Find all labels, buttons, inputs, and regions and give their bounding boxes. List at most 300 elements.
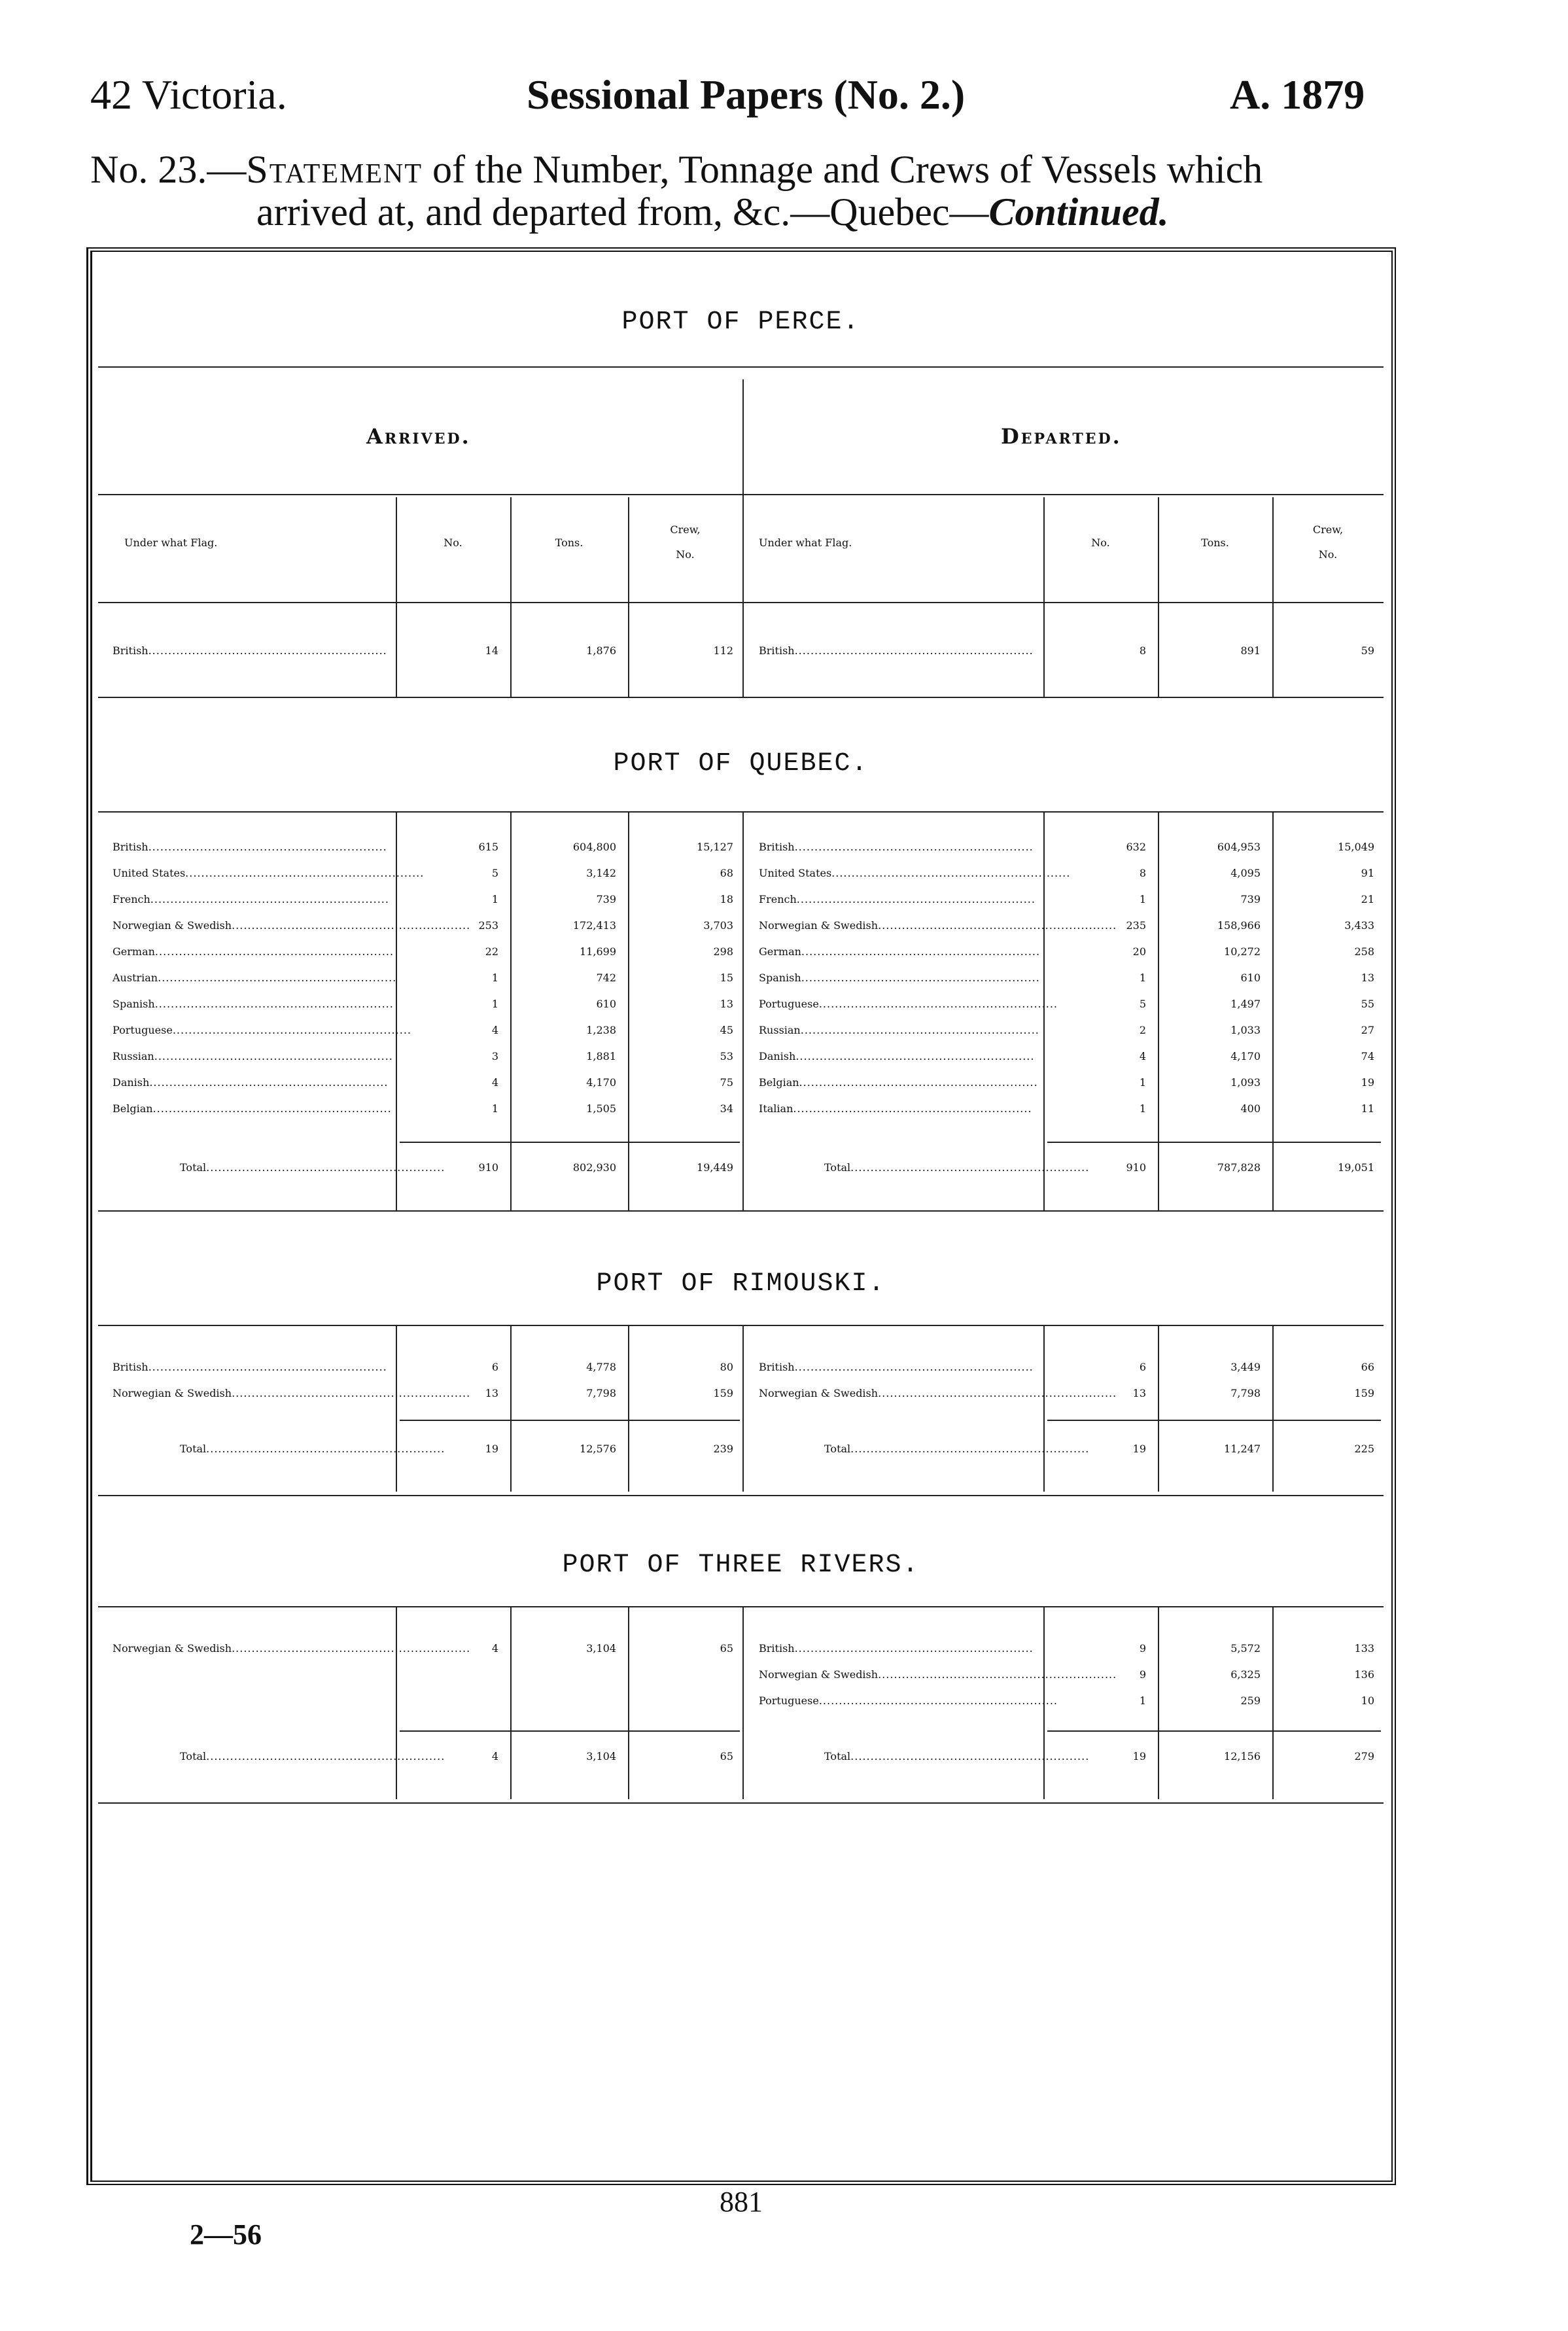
leader-dots: ............................................................ — [154, 945, 394, 958]
arrived-heading: Arrived. — [366, 424, 471, 449]
quebec-departed-crew: 91 — [1361, 867, 1374, 879]
leader-dots: ............................................................ — [795, 1050, 1035, 1062]
column-header-flag-departed: Under what Flag. — [759, 536, 852, 549]
three-rivers-arrived-total-label — [180, 1744, 445, 1770]
quebec-arrived-flag — [113, 1043, 393, 1070]
quebec-arrived-no: 22 — [485, 945, 498, 958]
flag-name: Portuguese — [759, 1694, 819, 1707]
quebec-departed-flag — [759, 965, 1041, 991]
quebec-departed-crew: 258 — [1354, 945, 1374, 958]
column-header-crew-departed: Crew, — [1312, 523, 1344, 536]
flag-name: United States — [759, 867, 832, 879]
leader-dots: ............................................................ — [794, 841, 1034, 853]
quebec-arrived-crew: 53 — [720, 1050, 733, 1062]
three-rivers-departed-no: 1 — [1139, 1694, 1146, 1707]
departed-heading: Departed. — [1001, 424, 1122, 449]
quebec-arrived-flag — [113, 860, 425, 886]
flag-name: British — [759, 1642, 795, 1655]
three-rivers-departed-tons: 5,572 — [1230, 1642, 1261, 1655]
leader-dots: ............................................................ — [206, 1750, 445, 1762]
flag-name: Total — [180, 1161, 207, 1174]
column-rule — [396, 1325, 397, 1492]
leader-dots: ............................................................ — [794, 1642, 1034, 1655]
leader-dots: ............................................................ — [185, 867, 425, 879]
quebec-departed-no: 235 — [1126, 919, 1146, 932]
leader-dots: ............................................................ — [148, 841, 387, 853]
three-rivers-departed-crew: 10 — [1361, 1694, 1374, 1707]
leader-dots: ............................................................ — [150, 893, 389, 905]
rimouski-arrived-tons: 4,778 — [586, 1361, 616, 1373]
rule-line — [98, 1802, 1384, 1804]
quebec-arrived-flag — [113, 965, 397, 991]
quebec-arrived-tons: 1,505 — [586, 1102, 616, 1115]
flag-name: French — [113, 893, 150, 905]
leader-dots: ............................................................ — [850, 1750, 1090, 1762]
rule-line — [98, 1325, 1384, 1326]
column-rule — [1272, 1606, 1274, 1799]
quebec-arrived-no: 253 — [478, 919, 498, 932]
column-rule — [1043, 1606, 1045, 1799]
rule-line — [98, 811, 1384, 813]
leader-dots: ............................................................ — [158, 972, 397, 984]
quebec-departed-no: 1 — [1139, 893, 1146, 905]
three-rivers-departed-flag — [759, 1636, 1041, 1662]
flag-name: Portuguese — [113, 1024, 173, 1036]
column-rule — [396, 1606, 397, 1799]
quebec-arrived-flag — [113, 991, 393, 1017]
quebec-arrived-crew: 45 — [720, 1024, 733, 1036]
leader-dots: ............................................................ — [794, 644, 1034, 657]
leader-dots: ............................................................ — [796, 893, 1036, 905]
three-rivers-departed-no: 9 — [1139, 1668, 1146, 1681]
flag-name: German — [759, 945, 801, 958]
quebec-departed-crew: 74 — [1361, 1050, 1374, 1062]
flag-name: Norwegian & Swedish — [113, 1387, 232, 1399]
quebec-departed-tons: 1,497 — [1230, 998, 1261, 1010]
flag-name: British — [759, 644, 795, 657]
flag-name: Belgian — [113, 1102, 153, 1115]
flag-name: Danish — [759, 1050, 796, 1062]
quebec-arrived-flag — [113, 886, 393, 913]
flag-name: Spanish — [113, 998, 155, 1010]
rule-line — [98, 1495, 1384, 1496]
perce-arrived-tons: 1,876 — [586, 644, 616, 657]
quebec-departed-crew: 19 — [1361, 1076, 1374, 1089]
flag-name: Total — [180, 1443, 207, 1455]
perce-departed-tons: 891 — [1240, 644, 1261, 657]
quebec-arrived-crew: 15,127 — [697, 841, 733, 853]
leader-dots: ............................................................ — [850, 1443, 1090, 1455]
three-rivers-departed-no: 9 — [1139, 1642, 1146, 1655]
three-rivers-arrived-total-tons: 3,104 — [586, 1750, 616, 1762]
column-rule — [628, 1325, 629, 1492]
title-line2-main: arrived at, and departed from, &c.—Quebec— — [256, 190, 989, 234]
port-perce-title: PORT OF PERCE. — [621, 307, 860, 337]
column-rule — [628, 811, 629, 1210]
rimouski-departed-flag — [759, 1380, 1117, 1407]
title-prefix: No. 23.— — [90, 148, 247, 191]
rimouski-departed-total-tons: 11,247 — [1224, 1443, 1261, 1455]
quebec-departed-flag — [759, 886, 1041, 913]
column-rule — [1272, 497, 1274, 697]
quebec-arrived-total-no: 910 — [478, 1161, 498, 1174]
flag-name: Norwegian & Swedish — [759, 1387, 879, 1399]
quebec-arrived-flag — [113, 834, 393, 860]
column-rule — [742, 497, 744, 697]
leader-dots: ............................................................ — [206, 1161, 445, 1174]
quebec-arrived-tons: 739 — [596, 893, 616, 905]
flag-name: Portuguese — [759, 998, 819, 1010]
quebec-departed-crew: 15,049 — [1338, 841, 1374, 853]
quebec-arrived-crew: 68 — [720, 867, 733, 879]
column-rule — [1043, 497, 1045, 697]
rimouski-departed-no: 6 — [1139, 1361, 1146, 1373]
leader-dots: ............................................................ — [206, 1443, 445, 1455]
quebec-departed-flag — [759, 1096, 1041, 1122]
flag-name: Danish — [113, 1076, 150, 1089]
three-rivers-arrived-total-crew: 65 — [720, 1750, 733, 1762]
rimouski-arrived-tons: 7,798 — [586, 1387, 616, 1399]
quebec-arrived-tons: 604,800 — [572, 841, 616, 853]
column-rule — [1158, 1606, 1159, 1799]
column-header-flag-arrived: Under what Flag. — [124, 536, 218, 549]
quebec-arrived-tons: 742 — [596, 972, 616, 984]
perce-departed-no: 8 — [1139, 644, 1146, 657]
column-rule — [396, 811, 397, 1210]
column-header-tons-departed: Tons. — [1201, 536, 1229, 549]
quebec-departed-no: 1 — [1139, 1102, 1146, 1115]
leader-dots: ............................................................ — [232, 1642, 471, 1655]
quebec-departed-no: 8 — [1139, 867, 1146, 879]
three-rivers-departed-total-crew: 279 — [1354, 1750, 1374, 1762]
quebec-departed-total-label — [824, 1155, 1090, 1181]
quebec-departed-no: 632 — [1126, 841, 1146, 853]
column-rule — [1272, 811, 1274, 1210]
quebec-departed-tons: 400 — [1240, 1102, 1261, 1115]
three-rivers-arrived-no: 4 — [491, 1642, 498, 1655]
perce-departed-flag — [759, 638, 1041, 664]
leader-dots: ............................................................ — [878, 919, 1117, 932]
column-rule — [628, 497, 629, 697]
leader-dots: ............................................................ — [148, 1361, 387, 1373]
flag-name: Norwegian & Swedish — [113, 919, 232, 932]
leader-dots: ............................................................ — [148, 644, 387, 657]
three-rivers-departed-crew: 133 — [1354, 1642, 1374, 1655]
rimouski-arrived-total-tons: 12,576 — [580, 1443, 616, 1455]
quebec-arrived-crew: 298 — [713, 945, 733, 958]
quebec-departed-flag — [759, 1043, 1041, 1070]
total-rule-departed — [1047, 1142, 1381, 1143]
three-rivers-arrived-tons: 3,104 — [586, 1642, 616, 1655]
column-header-crew-no-arrived: No. — [676, 548, 695, 561]
quebec-arrived-crew: 18 — [720, 893, 733, 905]
title-line1-rest: of the Number, Tonnage and Crews of Vessels which — [422, 148, 1263, 191]
leader-dots: ............................................................ — [850, 1161, 1090, 1174]
header-sessional-papers: Sessional Papers (No. 2.) — [527, 71, 966, 118]
rimouski-departed-crew: 159 — [1354, 1387, 1374, 1399]
column-rule — [510, 1606, 512, 1799]
flag-name: German — [113, 945, 155, 958]
quebec-departed-flag — [759, 991, 1058, 1017]
flag-name: British — [113, 841, 148, 853]
page-number: 881 — [720, 2186, 763, 2218]
port-three-rivers-title: PORT OF THREE RIVERS. — [562, 1551, 920, 1580]
three-rivers-departed-total-no: 19 — [1132, 1750, 1146, 1762]
quebec-departed-no: 1 — [1139, 1076, 1146, 1089]
three-rivers-departed-total-tons: 12,156 — [1224, 1750, 1261, 1762]
flag-name: Russian — [759, 1024, 801, 1036]
quebec-arrived-no: 1 — [491, 1102, 498, 1115]
column-rule — [742, 1606, 744, 1799]
three-rivers-departed-tons: 259 — [1240, 1694, 1261, 1707]
column-header-tons-arrived: Tons. — [555, 536, 584, 549]
quebec-arrived-no: 4 — [491, 1076, 498, 1089]
leader-dots: ............................................................ — [232, 1387, 471, 1399]
quebec-arrived-crew: 3,703 — [703, 919, 733, 932]
total-rule-arrived — [400, 1420, 740, 1421]
quebec-arrived-total-tons: 802,930 — [572, 1161, 616, 1174]
leader-dots: ............................................................ — [794, 1361, 1034, 1373]
column-rule — [1043, 1325, 1045, 1492]
rimouski-departed-tons: 3,449 — [1230, 1361, 1261, 1373]
column-rule — [1158, 1325, 1159, 1492]
quebec-departed-no: 20 — [1132, 945, 1146, 958]
title-continued: Continued. — [988, 190, 1169, 234]
rimouski-departed-crew: 66 — [1361, 1361, 1374, 1373]
three-rivers-departed-total-label — [824, 1744, 1090, 1770]
flag-name: United States — [113, 867, 186, 879]
total-rule-departed — [1047, 1730, 1381, 1732]
rimouski-arrived-flag — [113, 1380, 471, 1407]
sheet-code: 2—56 — [190, 2218, 262, 2251]
leader-dots: ............................................................ — [818, 1694, 1058, 1707]
quebec-departed-tons: 610 — [1240, 972, 1261, 984]
quebec-arrived-flag — [113, 1070, 393, 1096]
perce-arrived-flag — [113, 638, 393, 664]
leader-dots: ............................................................ — [801, 945, 1041, 958]
quebec-departed-tons: 1,033 — [1230, 1024, 1261, 1036]
flag-name: Spanish — [759, 972, 801, 984]
perce-arrived-no: 14 — [485, 644, 498, 657]
flag-name: Russian — [113, 1050, 154, 1062]
rimouski-arrived-no: 6 — [491, 1361, 498, 1373]
three-rivers-departed-flag — [759, 1662, 1117, 1688]
quebec-arrived-tons: 3,142 — [586, 867, 616, 879]
flag-name: British — [113, 644, 148, 657]
rimouski-arrived-crew: 80 — [720, 1361, 733, 1373]
rimouski-departed-flag — [759, 1354, 1041, 1380]
column-rule — [510, 1325, 512, 1492]
flag-name: Total — [824, 1161, 851, 1174]
leader-dots: ............................................................ — [801, 972, 1040, 984]
quebec-departed-flag — [759, 860, 1071, 886]
three-rivers-departed-tons: 6,325 — [1230, 1668, 1261, 1681]
quebec-departed-no: 1 — [1139, 972, 1146, 984]
flag-name: Total — [824, 1443, 851, 1455]
quebec-arrived-no: 1 — [491, 972, 498, 984]
quebec-departed-flag — [759, 1017, 1041, 1043]
rule-line — [98, 1606, 1384, 1607]
rimouski-arrived-total-no: 19 — [485, 1443, 498, 1455]
rimouski-arrived-flag — [113, 1354, 393, 1380]
flag-name: British — [759, 841, 795, 853]
total-rule-departed — [1047, 1420, 1381, 1421]
quebec-departed-no: 4 — [1139, 1050, 1146, 1062]
column-rule — [510, 497, 512, 697]
quebec-arrived-crew: 13 — [720, 998, 733, 1010]
flag-name: Total — [180, 1750, 207, 1762]
leader-dots: ............................................................ — [793, 1102, 1032, 1115]
quebec-arrived-no: 1 — [491, 893, 498, 905]
leader-dots: ............................................................ — [152, 1102, 392, 1115]
quebec-arrived-no: 1 — [491, 998, 498, 1010]
flag-name: Norwegian & Swedish — [759, 1668, 879, 1681]
quebec-departed-flag — [759, 834, 1041, 860]
column-rule — [510, 811, 512, 1210]
rimouski-departed-no: 13 — [1132, 1387, 1146, 1399]
quebec-departed-flag — [759, 1070, 1041, 1096]
quebec-arrived-no: 3 — [491, 1050, 498, 1062]
quebec-arrived-total-label — [180, 1155, 445, 1181]
flag-name: French — [759, 893, 797, 905]
column-rule — [1272, 1325, 1274, 1492]
leader-dots: ............................................................ — [232, 919, 471, 932]
leader-dots: ............................................................ — [154, 1050, 393, 1062]
quebec-arrived-tons: 11,699 — [580, 945, 616, 958]
document-title-line2 — [256, 190, 1169, 235]
quebec-departed-flag — [759, 913, 1117, 939]
quebec-departed-flag — [759, 939, 1041, 965]
rimouski-departed-total-label — [824, 1436, 1090, 1462]
port-rimouski-title: PORT OF RIMOUSKI. — [596, 1269, 886, 1299]
total-rule-arrived — [400, 1142, 740, 1143]
rule-line — [98, 1210, 1384, 1212]
rimouski-departed-total-no: 19 — [1132, 1443, 1146, 1455]
rule-line — [98, 366, 1384, 368]
quebec-departed-crew: 3,433 — [1344, 919, 1374, 932]
column-rule — [742, 811, 744, 1210]
quebec-arrived-total-crew: 19,449 — [697, 1161, 733, 1174]
quebec-departed-crew: 21 — [1361, 893, 1374, 905]
flag-name: Belgian — [759, 1076, 799, 1089]
quebec-departed-total-no: 910 — [1126, 1161, 1146, 1174]
three-rivers-departed-crew: 136 — [1354, 1668, 1374, 1681]
three-rivers-departed-flag — [759, 1688, 1058, 1714]
quebec-departed-no: 5 — [1139, 998, 1146, 1010]
column-rule — [628, 1606, 629, 1799]
rule-line — [98, 697, 1384, 698]
quebec-departed-total-tons: 787,828 — [1217, 1161, 1261, 1174]
title-statement: Statement — [246, 148, 423, 191]
flag-name: Norwegian & Swedish — [759, 919, 879, 932]
leader-dots: ............................................................ — [149, 1076, 389, 1089]
quebec-departed-crew: 13 — [1361, 972, 1374, 984]
rimouski-departed-tons: 7,798 — [1230, 1387, 1261, 1399]
rimouski-arrived-total-label — [180, 1436, 445, 1462]
flag-name: Italian — [759, 1102, 793, 1115]
column-header-no-departed: No. — [1091, 536, 1110, 549]
quebec-arrived-crew: 75 — [720, 1076, 733, 1089]
leader-dots: ............................................................ — [818, 998, 1058, 1010]
rimouski-departed-total-crew: 225 — [1354, 1443, 1374, 1455]
column-rule — [742, 1325, 744, 1492]
quebec-departed-crew: 55 — [1361, 998, 1374, 1010]
column-rule — [396, 497, 397, 697]
quebec-departed-crew: 11 — [1361, 1102, 1374, 1115]
quebec-departed-no: 2 — [1139, 1024, 1146, 1036]
quebec-arrived-no: 5 — [491, 867, 498, 879]
quebec-arrived-flag — [113, 1096, 393, 1122]
quebec-arrived-flag — [113, 939, 393, 965]
quebec-arrived-tons: 1,881 — [586, 1050, 616, 1062]
quebec-arrived-flag — [113, 1017, 411, 1043]
port-quebec-title: PORT OF QUEBEC. — [613, 749, 869, 779]
quebec-departed-total-crew: 19,051 — [1338, 1161, 1374, 1174]
perce-arrived-crew: 112 — [713, 644, 733, 657]
quebec-departed-tons: 10,272 — [1224, 945, 1261, 958]
quebec-departed-crew: 27 — [1361, 1024, 1374, 1036]
rimouski-arrived-total-crew: 239 — [713, 1443, 733, 1455]
quebec-arrived-tons: 1,238 — [586, 1024, 616, 1036]
leader-dots: ............................................................ — [172, 1024, 411, 1036]
rimouski-arrived-crew: 159 — [713, 1387, 733, 1399]
leader-dots: ............................................................ — [878, 1387, 1117, 1399]
quebec-arrived-flag — [113, 913, 471, 939]
perce-departed-crew: 59 — [1361, 644, 1374, 657]
flag-name: Austrian — [113, 972, 158, 984]
quebec-departed-tons: 158,966 — [1217, 919, 1261, 932]
column-rule — [1043, 811, 1045, 1210]
quebec-arrived-crew: 15 — [720, 972, 733, 984]
quebec-departed-tons: 1,093 — [1230, 1076, 1261, 1089]
header-session: 42 Victoria. — [90, 71, 287, 118]
three-rivers-arrived-crew: 65 — [720, 1642, 733, 1655]
quebec-arrived-tons: 4,170 — [586, 1076, 616, 1089]
flag-name: Norwegian & Swedish — [113, 1642, 232, 1655]
flag-name: British — [759, 1361, 795, 1373]
quebec-arrived-no: 615 — [478, 841, 498, 853]
total-rule-arrived — [400, 1730, 740, 1732]
flag-name: British — [113, 1361, 148, 1373]
quebec-departed-tons: 604,953 — [1217, 841, 1261, 853]
column-rule — [1158, 811, 1159, 1210]
column-rule — [1158, 497, 1159, 697]
three-rivers-arrived-flag — [113, 1636, 471, 1662]
quebec-arrived-tons: 610 — [596, 998, 616, 1010]
column-header-crew-no-departed: No. — [1318, 548, 1338, 561]
rule-line — [98, 602, 1384, 603]
leader-dots: ............................................................ — [799, 1076, 1038, 1089]
rimouski-arrived-no: 13 — [485, 1387, 498, 1399]
column-rule — [742, 379, 744, 497]
three-rivers-arrived-total-no: 4 — [491, 1750, 498, 1762]
header-year: A. 1879 — [1230, 71, 1365, 118]
leader-dots: ............................................................ — [154, 998, 394, 1010]
flag-name: Total — [824, 1750, 851, 1762]
rule-line — [98, 494, 1384, 495]
quebec-arrived-crew: 34 — [720, 1102, 733, 1115]
leader-dots: ............................................................ — [831, 867, 1071, 879]
leader-dots: ............................................................ — [800, 1024, 1039, 1036]
quebec-arrived-tons: 172,413 — [572, 919, 616, 932]
quebec-departed-tons: 4,095 — [1230, 867, 1261, 879]
column-header-crew-arrived: Crew, — [670, 523, 701, 536]
quebec-arrived-no: 4 — [491, 1024, 498, 1036]
column-header-no-arrived: No. — [444, 536, 462, 549]
document-title-line1 — [90, 147, 1263, 192]
quebec-departed-tons: 4,170 — [1230, 1050, 1261, 1062]
quebec-departed-tons: 739 — [1240, 893, 1261, 905]
